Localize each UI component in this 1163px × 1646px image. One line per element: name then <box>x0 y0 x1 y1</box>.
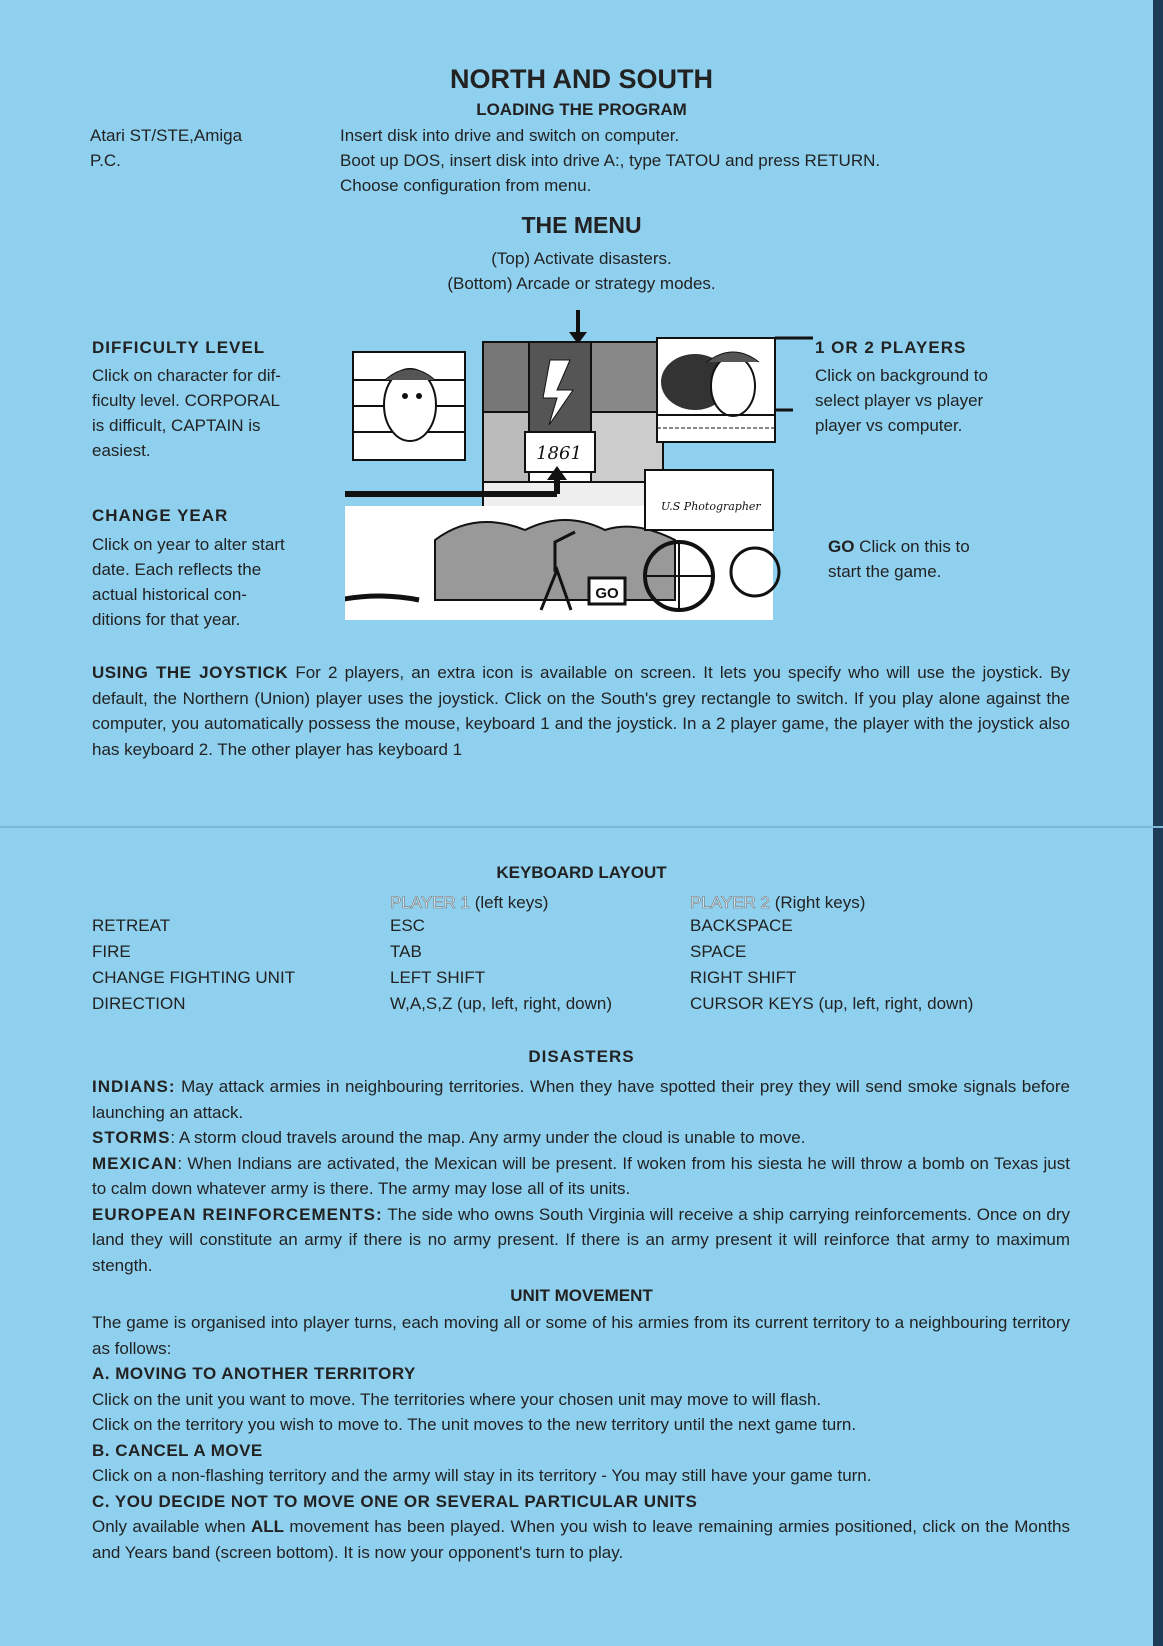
disaster-text: May attack armies in neighbouring territories. When they have spotted their prey they will send smoke signals before launching an attack. <box>92 1077 1070 1122</box>
table-row <box>92 942 973 968</box>
keyboard-heading: KEYBOARD LAYOUT <box>496 863 667 882</box>
action-cell: DIRECTION <box>92 994 186 1013</box>
table-row <box>92 994 973 1020</box>
go-text <box>828 534 970 584</box>
difficulty-line: easiest. <box>92 441 151 460</box>
movement-c-text <box>92 1514 1070 1565</box>
change-year-text <box>92 532 328 632</box>
p1-key-cell: LEFT SHIFT <box>390 968 486 987</box>
p1-key-cell: ESC <box>390 916 425 935</box>
change-year-heading: CHANGE YEAR <box>92 506 229 525</box>
difficulty-line: Click on character for dif- <box>92 366 281 385</box>
table-row <box>92 968 973 994</box>
player2-label: PLAYER 2 <box>690 893 771 912</box>
disasters-heading: DISASTERS <box>528 1047 635 1066</box>
players-line: select player vs player <box>815 391 984 410</box>
change-year-line: Click on year to alter start <box>92 535 285 554</box>
players-line: player vs computer. <box>815 416 963 435</box>
movement-b-line: Click on a non-flashing territory and the army will stay in its territory - You may still have your game turn. <box>92 1466 872 1485</box>
p1-key-cell: W,A,S,Z (up, left, right, down) <box>390 994 613 1013</box>
page-title: NORTH AND SOUTH <box>450 64 713 94</box>
disaster-indians <box>92 1074 1070 1125</box>
loading-step-1: Insert disk into drive and switch on computer. <box>340 126 680 145</box>
p2-key-cell: CURSOR KEYS (up, left, right, down) <box>690 994 974 1013</box>
player1-label: PLAYER 1 <box>390 893 471 912</box>
p2-key-cell: RIGHT SHIFT <box>690 968 797 987</box>
menu-screenshot-illustration <box>345 310 813 646</box>
loading-step-3: Choose configuration from menu. <box>340 176 592 195</box>
disaster-text: : When Indians are activated, the Mexican will be present. If woken from his siesta he will throw a bomb on Texas just to calm down whatever army is there. The army may lose all of its units. <box>92 1153 1070 1198</box>
action-cell: CHANGE FIGHTING UNIT <box>92 968 296 987</box>
movement-a-heading: A. MOVING TO ANOTHER TERRITORY <box>92 1364 416 1383</box>
movement-c-pre: Only available when <box>92 1517 251 1536</box>
player2-header <box>690 890 865 915</box>
menu-heading: THE MENU <box>521 212 642 238</box>
movement-c-post: movement has been played. When you wish to leave remaining armies positioned, click on the Months and Years band (screen bottom). It is now your opponent's turn to play. <box>92 1517 1071 1562</box>
disaster-name: EUROPEAN REINFORCEMENTS: <box>92 1204 383 1224</box>
loading-heading: LOADING THE PROGRAM <box>476 100 687 119</box>
players-heading: 1 OR 2 PLAYERS <box>815 338 967 357</box>
movement-c-heading: C. YOU DECIDE NOT TO MOVE ONE OR SEVERAL PARTICULAR UNITS <box>92 1491 698 1511</box>
menu-line-bottom: (Bottom) Arcade or strategy modes. <box>447 274 716 293</box>
player1-note: (left keys) <box>470 893 549 912</box>
joystick-text: For 2 players, an extra icon is available on screen. It lets you specify who will use the joystick. By default, the Northern (Union) player uses the joystick. Click on the South's grey rectangle to switch. If you play alone against the computer, you automatically possess the mouse, keyboard 1 and the joystick. In a 2 player game, the player with the joystick also has keyboard 2. The other player has keyboard 1 <box>92 663 1070 759</box>
disaster-name: INDIANS: <box>92 1077 176 1096</box>
difficulty-line: is difficult, CAPTAIN is <box>92 416 261 435</box>
movement-a-line: Click on the territory you wish to move to. The unit moves to the new territory until the next game turn. <box>92 1415 857 1434</box>
change-year-line: date. Each reflects the <box>92 560 262 579</box>
player2-note: (Right keys) <box>770 893 866 912</box>
p2-key-cell: SPACE <box>690 942 747 961</box>
difficulty-line: ficulty level. CORPORAL <box>92 391 280 410</box>
disasters-panel <box>483 342 663 512</box>
players-line: Click on background to <box>815 366 988 385</box>
platform-pc: P.C. <box>90 151 121 170</box>
disaster-storms <box>92 1125 1070 1151</box>
disasters-body <box>92 1074 1070 1278</box>
action-cell: FIRE <box>92 942 131 961</box>
go-line-2: start the game. <box>828 562 942 581</box>
menu-line-top: (Top) Activate disasters. <box>491 249 672 268</box>
go-icon-label: GO <box>595 585 619 602</box>
disaster-european <box>92 1202 1070 1279</box>
disaster-mexican <box>92 1151 1070 1202</box>
disaster-name: STORMS <box>92 1128 171 1147</box>
movement-body <box>92 1310 1070 1565</box>
disaster-text: The side who owns South Virginia will receive a ship carrying reinforcements. Once on dry land they will constitute an army if there is no army present. If there is an army present it will reinforce that army to maximum stength. <box>92 1204 1070 1275</box>
go-label: GO <box>828 537 855 556</box>
corporal-panel <box>353 352 465 460</box>
players-text <box>815 363 1055 438</box>
year-label: 1861 <box>536 443 582 464</box>
movement-intro: The game is organised into player turns, each moving all or some of his armies from its current territory to a neighbouring territory as follows: <box>92 1313 1070 1358</box>
player1-header <box>390 890 548 915</box>
go-line-1: Click on this to <box>854 537 970 556</box>
platform-atari: Atari ST/STE,Amiga <box>90 126 243 145</box>
change-year-line: actual historical con- <box>92 585 247 604</box>
movement-heading: UNIT MOVEMENT <box>510 1286 653 1305</box>
disaster-text: : A storm cloud travels around the map. Any army under the cloud is unable to move. <box>170 1128 806 1147</box>
joystick-heading: USING THE JOYSTICK <box>92 663 289 682</box>
difficulty-heading: DIFFICULTY LEVEL <box>92 338 266 357</box>
joystick-paragraph <box>92 660 1070 762</box>
wagon-label: U.S Photographer <box>661 500 761 513</box>
change-year-line: ditions for that year. <box>92 610 241 629</box>
loading-step-2: Boot up DOS, insert disk into drive A:, type TATOU and press RETURN. <box>340 151 881 170</box>
movement-c-bold: ALL <box>250 1517 285 1536</box>
action-cell: RETREAT <box>92 916 171 935</box>
p1-key-cell: TAB <box>390 942 422 961</box>
difficulty-text <box>92 363 328 463</box>
page-fold <box>0 826 1163 828</box>
movement-b-heading: B. CANCEL A MOVE <box>92 1440 263 1460</box>
keyboard-table <box>92 916 973 1020</box>
movement-a-line: Click on the unit you want to move. The territories where your chosen unit may move to will flash. <box>92 1389 822 1409</box>
disaster-name: MEXICAN <box>92 1153 178 1173</box>
table-row <box>92 916 973 942</box>
players-panel <box>657 338 775 442</box>
p2-key-cell: BACKSPACE <box>690 916 793 935</box>
